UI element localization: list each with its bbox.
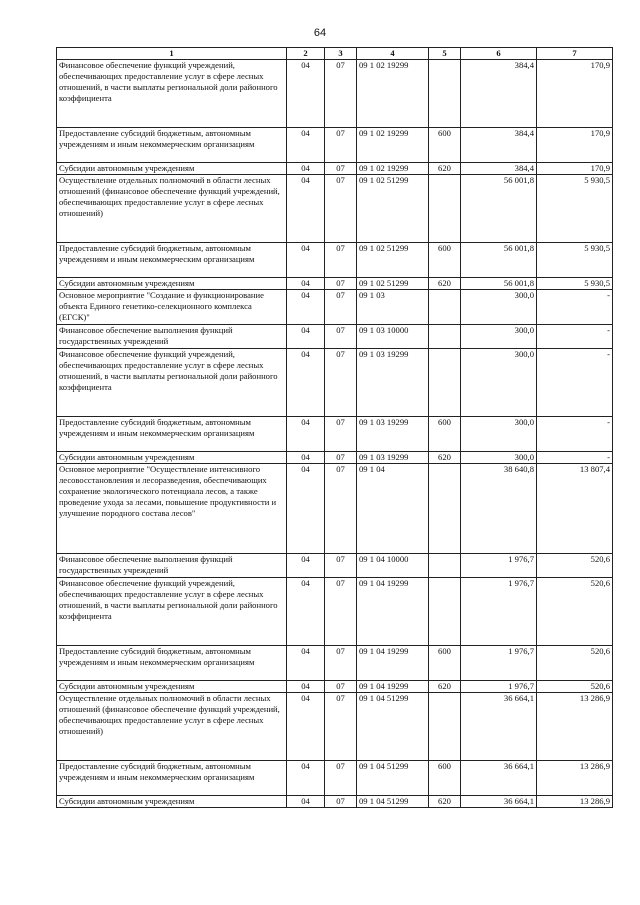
row-vr: 600	[429, 761, 461, 796]
row-rz: 04	[287, 761, 325, 796]
table-row	[57, 796, 613, 808]
column-header: 5	[429, 48, 461, 60]
row-kcsr: 09 1 02 19299	[357, 128, 429, 163]
row-vr: 620	[429, 681, 461, 693]
row-sum-next: -	[537, 290, 613, 325]
row-vr	[429, 578, 461, 646]
row-sum-current: 56 001,8	[461, 278, 537, 290]
row-sum-next: 13 286,9	[537, 796, 613, 808]
table-row	[57, 554, 613, 578]
row-sum-current: 1 976,7	[461, 681, 537, 693]
row-name: Финансовое обеспечение функций учреждений, обеспечивающих предоставление услуг в сфере лесных отношений, в части выплаты региональной доли районного коэффициента	[57, 60, 287, 128]
row-sum-current: 384,4	[461, 163, 537, 175]
row-name: Субсидии автономным учреждениям	[57, 278, 287, 290]
table-row	[57, 681, 613, 693]
row-name: Финансовое обеспечение функций учреждений, обеспечивающих предоставление услуг в сфере лесных отношений, в части выплаты региональной доли районного коэффициента	[57, 349, 287, 417]
row-sum-next: 13 807,4	[537, 464, 613, 554]
row-pr: 07	[325, 128, 357, 163]
row-rz: 04	[287, 578, 325, 646]
row-name: Предоставление субсидий бюджетным, автономным учреждениям и иным некоммерческим организациям	[57, 417, 287, 452]
row-pr: 07	[325, 693, 357, 761]
table-row	[57, 578, 613, 646]
row-vr: 620	[429, 452, 461, 464]
row-vr	[429, 175, 461, 243]
row-name: Предоставление субсидий бюджетным, автономным учреждениям и иным некоммерческим организациям	[57, 128, 287, 163]
row-sum-current: 300,0	[461, 290, 537, 325]
row-rz: 04	[287, 464, 325, 554]
row-pr: 07	[325, 464, 357, 554]
row-kcsr: 09 1 03 19299	[357, 349, 429, 417]
row-rz: 04	[287, 349, 325, 417]
row-vr: 620	[429, 796, 461, 808]
row-rz: 04	[287, 175, 325, 243]
row-pr: 07	[325, 175, 357, 243]
row-pr: 07	[325, 681, 357, 693]
row-sum-next: 13 286,9	[537, 693, 613, 761]
column-header: 7	[537, 48, 613, 60]
row-sum-next: -	[537, 417, 613, 452]
row-rz: 04	[287, 163, 325, 175]
table-row	[57, 278, 613, 290]
row-name: Предоставление субсидий бюджетным, автономным учреждениям и иным некоммерческим организациям	[57, 243, 287, 278]
row-sum-next: 520,6	[537, 646, 613, 681]
row-vr	[429, 554, 461, 578]
table-row	[57, 693, 613, 761]
row-vr	[429, 60, 461, 128]
row-sum-next: 170,9	[537, 163, 613, 175]
row-vr	[429, 290, 461, 325]
row-rz: 04	[287, 243, 325, 278]
row-vr	[429, 464, 461, 554]
row-pr: 07	[325, 278, 357, 290]
row-sum-current: 1 976,7	[461, 554, 537, 578]
row-name: Основное мероприятие "Создание и функционирование объекта Единого генетико-селекционного комплекса (ЕГСК)"	[57, 290, 287, 325]
table-row	[57, 163, 613, 175]
row-pr: 07	[325, 796, 357, 808]
row-rz: 04	[287, 60, 325, 128]
row-sum-next: -	[537, 452, 613, 464]
row-sum-current: 36 664,1	[461, 693, 537, 761]
table-body	[57, 60, 613, 808]
table-row	[57, 464, 613, 554]
row-sum-current: 1 976,7	[461, 646, 537, 681]
row-rz: 04	[287, 693, 325, 761]
header-row	[57, 48, 613, 60]
row-vr: 600	[429, 646, 461, 681]
row-pr: 07	[325, 417, 357, 452]
row-sum-next: 5 930,5	[537, 278, 613, 290]
row-kcsr: 09 1 04 51299	[357, 761, 429, 796]
row-name: Финансовое обеспечение функций учреждений, обеспечивающих предоставление услуг в сфере лесных отношений, в части выплаты региональной доли районного коэффициента	[57, 578, 287, 646]
row-pr: 07	[325, 578, 357, 646]
row-sum-next: -	[537, 349, 613, 417]
column-header: 6	[461, 48, 537, 60]
row-sum-next: 13 286,9	[537, 761, 613, 796]
row-sum-current: 36 664,1	[461, 796, 537, 808]
row-vr: 600	[429, 243, 461, 278]
row-pr: 07	[325, 554, 357, 578]
row-kcsr: 09 1 04 19299	[357, 578, 429, 646]
row-name: Субсидии автономным учреждениям	[57, 796, 287, 808]
row-pr: 07	[325, 761, 357, 796]
row-name: Предоставление субсидий бюджетным, автономным учреждениям и иным некоммерческим организациям	[57, 646, 287, 681]
row-rz: 04	[287, 417, 325, 452]
row-kcsr: 09 1 02 51299	[357, 175, 429, 243]
row-sum-next: 520,6	[537, 681, 613, 693]
row-sum-next: 170,9	[537, 128, 613, 163]
row-pr: 07	[325, 243, 357, 278]
row-pr: 07	[325, 290, 357, 325]
row-sum-current: 36 664,1	[461, 761, 537, 796]
row-rz: 04	[287, 646, 325, 681]
column-header: 4	[357, 48, 429, 60]
table-row	[57, 761, 613, 796]
row-kcsr: 09 1 02 51299	[357, 243, 429, 278]
row-vr	[429, 693, 461, 761]
column-header: 1	[57, 48, 287, 60]
column-header: 3	[325, 48, 357, 60]
row-rz: 04	[287, 796, 325, 808]
budget-table	[56, 47, 613, 808]
row-vr	[429, 349, 461, 417]
row-kcsr: 09 1 03	[357, 290, 429, 325]
row-vr: 600	[429, 128, 461, 163]
row-kcsr: 09 1 04 10000	[357, 554, 429, 578]
row-sum-next: 5 930,5	[537, 175, 613, 243]
row-pr: 07	[325, 452, 357, 464]
row-vr: 620	[429, 278, 461, 290]
row-name: Основное мероприятие "Осуществление интенсивного лесовосстановления и лесоразведения, обеспечивающих сохранение экологического потенциала лесов, а также проведение ухода за лесами, повышение продуктивности и улучшение породного состава лесов"	[57, 464, 287, 554]
page-number: 64	[313, 27, 327, 39]
row-kcsr: 09 1 02 19299	[357, 163, 429, 175]
row-sum-current: 56 001,8	[461, 243, 537, 278]
row-vr: 620	[429, 163, 461, 175]
row-kcsr: 09 1 03 10000	[357, 325, 429, 349]
row-name: Предоставление субсидий бюджетным, автономным учреждениям и иным некоммерческим организациям	[57, 761, 287, 796]
table-row	[57, 452, 613, 464]
row-sum-current: 300,0	[461, 417, 537, 452]
row-kcsr: 09 1 02 19299	[357, 60, 429, 128]
row-sum-next: 5 930,5	[537, 243, 613, 278]
row-pr: 07	[325, 60, 357, 128]
row-kcsr: 09 1 04	[357, 464, 429, 554]
table-row	[57, 128, 613, 163]
row-sum-current: 300,0	[461, 325, 537, 349]
row-pr: 07	[325, 163, 357, 175]
row-name: Субсидии автономным учреждениям	[57, 681, 287, 693]
row-name: Финансовое обеспечение выполнения функций государственных учреждений	[57, 325, 287, 349]
row-sum-current: 384,4	[461, 60, 537, 128]
column-header: 2	[287, 48, 325, 60]
row-sum-current: 300,0	[461, 349, 537, 417]
row-pr: 07	[325, 646, 357, 681]
table-row	[57, 60, 613, 128]
row-name: Осуществление отдельных полномочий в области лесных отношений (финансовое обеспечение функций учреждений, обеспечивающих предоставление услуг в сфере лесных отношений)	[57, 175, 287, 243]
row-sum-current: 38 640,8	[461, 464, 537, 554]
row-kcsr: 09 1 04 19299	[357, 681, 429, 693]
table-row	[57, 243, 613, 278]
row-kcsr: 09 1 04 19299	[357, 646, 429, 681]
row-sum-next: 520,6	[537, 554, 613, 578]
table-row	[57, 349, 613, 417]
row-sum-current: 300,0	[461, 452, 537, 464]
row-sum-next: -	[537, 325, 613, 349]
table-row	[57, 290, 613, 325]
row-sum-next: 520,6	[537, 578, 613, 646]
table-row	[57, 417, 613, 452]
table-row	[57, 175, 613, 243]
row-kcsr: 09 1 02 51299	[357, 278, 429, 290]
table-row	[57, 646, 613, 681]
row-sum-next: 170,9	[537, 60, 613, 128]
row-sum-current: 384,4	[461, 128, 537, 163]
row-pr: 07	[325, 325, 357, 349]
row-sum-current: 56 001,8	[461, 175, 537, 243]
row-vr	[429, 325, 461, 349]
row-sum-current: 1 976,7	[461, 578, 537, 646]
row-name: Субсидии автономным учреждениям	[57, 452, 287, 464]
row-rz: 04	[287, 325, 325, 349]
row-pr: 07	[325, 349, 357, 417]
row-kcsr: 09 1 04 51299	[357, 796, 429, 808]
row-name: Субсидии автономным учреждениям	[57, 163, 287, 175]
row-rz: 04	[287, 554, 325, 578]
row-kcsr: 09 1 03 19299	[357, 452, 429, 464]
table-row	[57, 325, 613, 349]
row-rz: 04	[287, 128, 325, 163]
row-kcsr: 09 1 04 51299	[357, 693, 429, 761]
row-rz: 04	[287, 290, 325, 325]
row-rz: 04	[287, 278, 325, 290]
row-rz: 04	[287, 452, 325, 464]
row-vr: 600	[429, 417, 461, 452]
row-kcsr: 09 1 03 19299	[357, 417, 429, 452]
row-name: Осуществление отдельных полномочий в области лесных отношений (финансовое обеспечение функций учреждений, обеспечивающих предоставление услуг в сфере лесных отношений)	[57, 693, 287, 761]
row-name: Финансовое обеспечение выполнения функций государственных учреждений	[57, 554, 287, 578]
row-rz: 04	[287, 681, 325, 693]
